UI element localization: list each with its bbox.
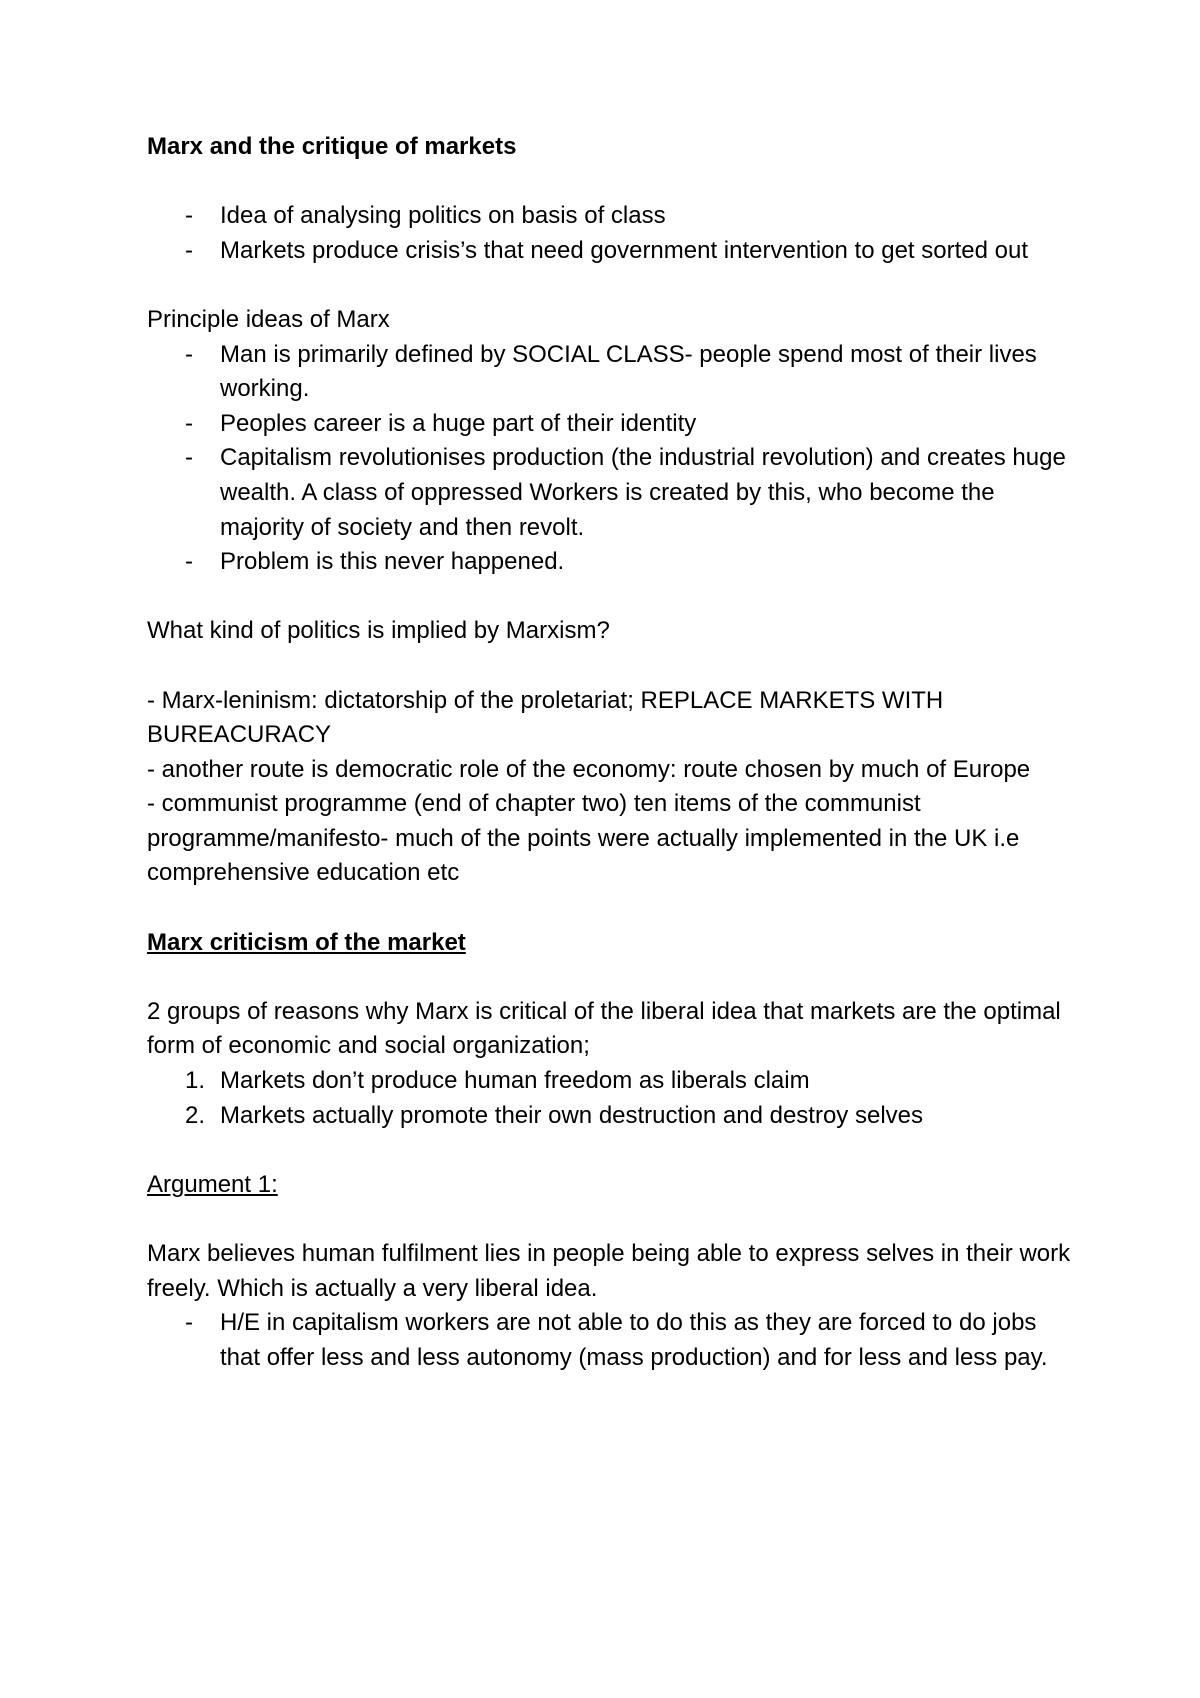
- spacer: [147, 960, 1077, 995]
- section-heading-criticism: Marx criticism of the market: [147, 928, 466, 956]
- spacer: [147, 580, 1077, 615]
- paragraph-argument: Marx believes human fulfilment lies in people being able to express selves in their work freely. Which is actually a very liberal idea.: [147, 1240, 1071, 1302]
- list-item: [147, 338, 1077, 407]
- bullet-dash: -: [185, 444, 193, 472]
- list-item: [147, 545, 1077, 580]
- paragraph-line: - another route is democratic role of the economy: route chosen by much of Europe: [147, 755, 1031, 783]
- list-item-text: Idea of analysing politics on basis of class: [220, 202, 666, 230]
- list-item: [147, 407, 1077, 442]
- section-title-marx-critique: Marx and the critique of markets: [147, 133, 517, 160]
- numbered-item-text: Markets actually promote their own destruction and destroy selves: [220, 1101, 923, 1129]
- paragraph-line: - communist programme (end of chapter two) ten items of the communist programme/manifesto- much of the points were actually implemented in the UK i.e comprehensive education etc: [147, 790, 1020, 887]
- list-item-text: Man is primarily defined by SOCIAL CLASS- people spend most of their lives working.: [220, 340, 1037, 403]
- section-heading-argument-1: Argument 1:: [147, 1170, 278, 1198]
- section-question-politics: What kind of politics is implied by Marxism?: [147, 617, 610, 645]
- bullet-dash: -: [185, 1309, 193, 1337]
- numbered-item: [147, 1064, 1077, 1099]
- spacer: [147, 1202, 1077, 1237]
- list-item: [147, 199, 1077, 234]
- spacer: [147, 891, 1077, 926]
- list-item: [147, 441, 1077, 545]
- paragraph-intro: 2 groups of reasons why Marx is critical of the liberal idea that markets are the optimal form of economic and social organization;: [147, 997, 1061, 1060]
- list-item-text: Peoples career is a huge part of their identity: [220, 409, 697, 437]
- numbered-item: [147, 1099, 1077, 1134]
- list-item-text: Markets produce crisis’s that need government intervention to get sorted out: [220, 236, 1028, 264]
- bullet-dash: -: [185, 236, 193, 264]
- bullet-dash: -: [185, 409, 193, 437]
- list-item: [147, 1306, 1077, 1375]
- paragraph-line: - Marx-leninism: dictatorship of the proletariat; REPLACE MARKETS WITH BUREACURACY: [147, 686, 944, 749]
- list-item: [147, 234, 1077, 269]
- bullet-dash: -: [185, 202, 193, 230]
- bullet-dash: -: [185, 548, 193, 576]
- list-item-text: Capitalism revolutionises production (the industrial revolution) and creates huge wealth. A class of oppressed Workers is created by this, who become the majority of society and then revolt.: [220, 444, 1066, 541]
- document-page: [147, 130, 1077, 1375]
- spacer: [147, 268, 1077, 303]
- number-marker: 2.: [185, 1101, 206, 1129]
- list-item-text: Problem is this never happened.: [220, 548, 565, 576]
- section-title-principle-ideas: Principle ideas of Marx: [147, 305, 390, 333]
- number-marker: 1.: [185, 1067, 206, 1095]
- spacer: [147, 1133, 1077, 1168]
- spacer: [147, 649, 1077, 684]
- list-item-text: H/E in capitalism workers are not able to do this as they are forced to do jobs that offer less and less autonomy (mass production) and for less and less pay.: [220, 1309, 1048, 1371]
- numbered-item-text: Markets don’t produce human freedom as liberals claim: [220, 1067, 810, 1095]
- bullet-dash: -: [185, 340, 193, 368]
- spacer: [147, 165, 1077, 200]
